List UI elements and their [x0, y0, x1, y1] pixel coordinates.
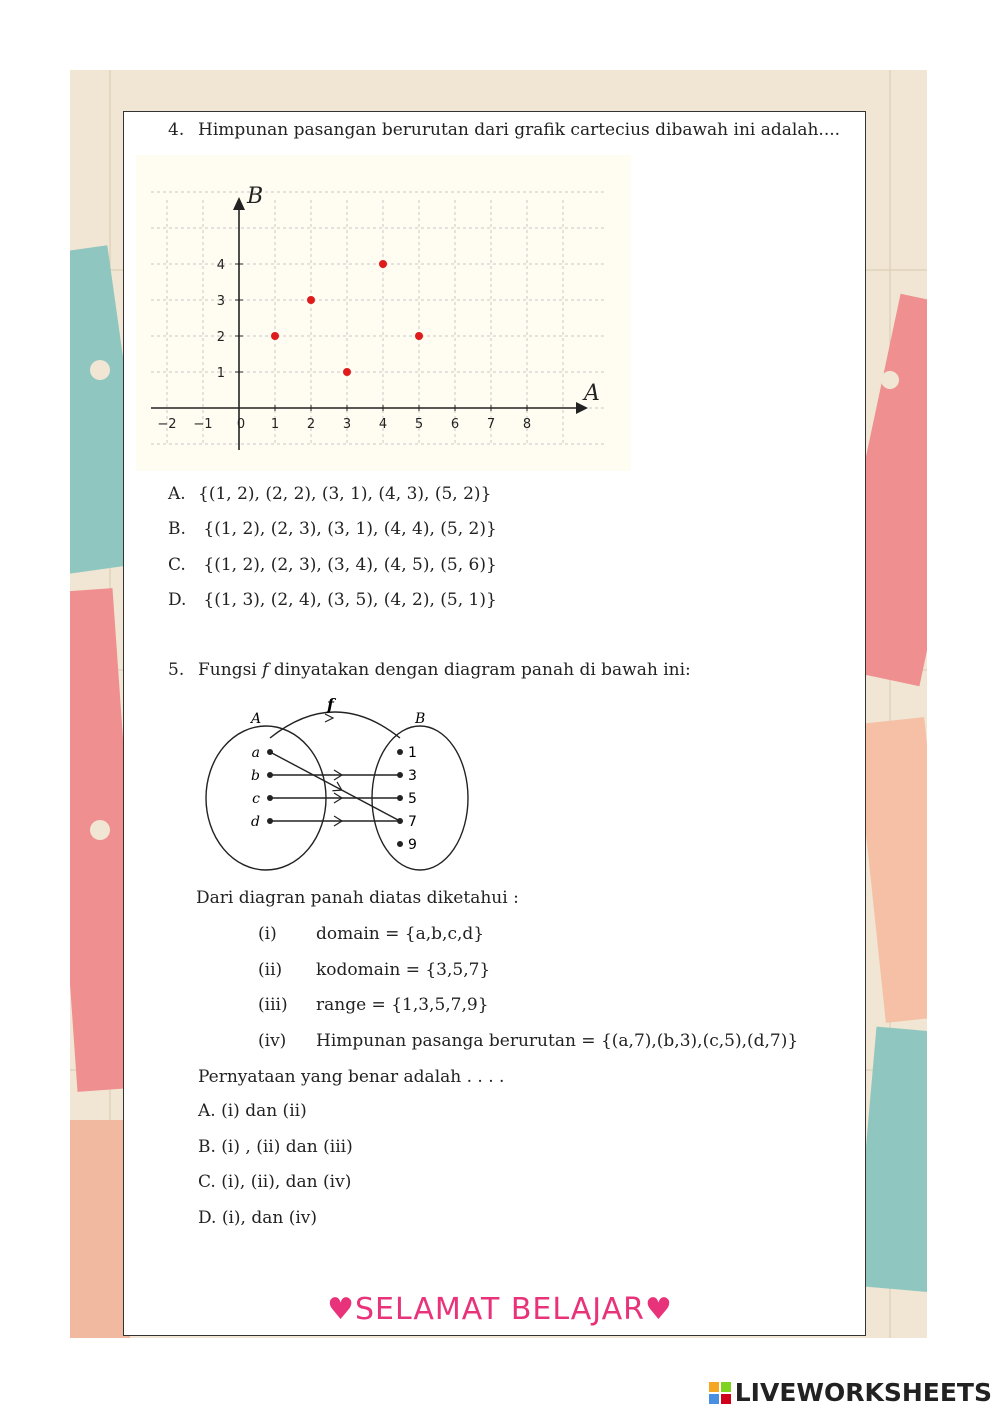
q4-option-a[interactable]: A. {(1, 2), (2, 2), (3, 1), (4, 3), (5, 2)}	[168, 484, 492, 504]
data-point	[415, 332, 423, 340]
x-tick-label: −2	[157, 417, 177, 432]
x-tick-label: 2	[306, 417, 316, 432]
y-tick-label: 3	[216, 294, 225, 309]
domain-elements	[251, 745, 273, 830]
q4-option-b[interactable]: B. {(1, 2), (2, 3), (3, 1), (4, 4), (5, 2)}	[168, 519, 497, 539]
q4-option-d[interactable]: D. {(1, 3), (2, 4), (3, 5), (4, 2), (5, 1)}	[168, 590, 497, 610]
codomain-label: 3	[408, 768, 417, 784]
statement-i: (i) domain = {a,b,c,d}	[258, 924, 485, 944]
x-tick-label: 4	[378, 417, 388, 432]
data-point	[307, 296, 315, 304]
codomain-dot	[397, 795, 403, 801]
data-point	[379, 260, 387, 268]
q5-option-c[interactable]: C. (i), (ii), dan (iv)	[198, 1172, 352, 1192]
domain-dot	[267, 749, 273, 755]
arrow-diagram	[200, 696, 480, 876]
x-tick-label: 3	[342, 417, 352, 432]
diagram-intro: Dari diagran panah diatas diketahui :	[196, 888, 519, 908]
domain-dot	[267, 795, 273, 801]
x-tick-label: 7	[486, 417, 496, 432]
x-tick-label: 8	[522, 417, 532, 432]
codomain-elements	[397, 745, 417, 853]
footer-banner	[0, 1292, 1000, 1327]
set-a-label: A	[251, 711, 262, 727]
question-number: 4.	[168, 120, 185, 140]
y-tick-label: 4	[216, 258, 225, 273]
question-4	[168, 120, 840, 140]
x-tick-label: 0	[236, 417, 246, 432]
codomain-label: 1	[408, 745, 417, 761]
data-point	[271, 332, 279, 340]
q5-option-a[interactable]: A. (i) dan (ii)	[198, 1101, 307, 1121]
codomain-dot	[397, 772, 403, 778]
question-prompt: Pernyataan yang benar adalah . . . .	[198, 1067, 505, 1087]
liveworksheets-logo-icon	[709, 1382, 731, 1404]
statement-iii: (iii) range = {1,3,5,7,9}	[258, 995, 489, 1015]
y-axis-label: B	[247, 184, 264, 209]
heart-icon: ♥	[327, 1292, 355, 1327]
domain-label: c	[252, 791, 260, 807]
codomain-label: 5	[408, 791, 417, 807]
footer-text: SELAMAT BELAJAR	[354, 1292, 645, 1327]
question-5: 5. Fungsi f dinyatakan dengan diagram panah di bawah ini:	[168, 660, 691, 680]
x-tick-label: 5	[414, 417, 424, 432]
heart-icon: ♥	[645, 1292, 673, 1327]
mapping-arrows	[270, 752, 400, 826]
y-tick-label: 1	[216, 366, 225, 381]
codomain-dot	[397, 818, 403, 824]
domain-label: b	[251, 768, 260, 784]
x-tick-label: 1	[270, 417, 280, 432]
x-tick-label: −1	[193, 417, 213, 432]
set-b-label: B	[415, 711, 426, 727]
domain-label: a	[251, 745, 260, 761]
domain-dot	[267, 772, 273, 778]
function-arc	[270, 712, 400, 738]
codomain-label: 7	[408, 814, 417, 830]
y-tick-label: 2	[216, 330, 225, 345]
question-text: Himpunan pasangan berurutan dari grafik cartecius dibawah ini adalah....	[198, 120, 841, 140]
codomain-dot	[397, 749, 403, 755]
data-point	[343, 368, 351, 376]
brand-text: LIVEWORKSHEETS	[734, 1378, 992, 1407]
function-label: f	[327, 696, 334, 714]
q5-option-b[interactable]: B. (i) , (ii) dan (iii)	[198, 1137, 353, 1157]
statement-ii: (ii) kodomain = {3,5,7}	[258, 960, 491, 980]
codomain-dot	[397, 841, 403, 847]
q5-option-d[interactable]: D. (i), dan (iv)	[198, 1208, 318, 1228]
statement-iv: (iv) Himpunan pasanga berurutan = {(a,7),(b,3),(c,5),(d,7)}	[258, 1031, 799, 1051]
mapping-arrow	[270, 752, 400, 821]
domain-label: d	[251, 814, 260, 830]
cartesian-chart	[136, 155, 631, 471]
liveworksheets-brand[interactable]	[709, 1378, 992, 1407]
x-axis-label: A	[584, 381, 600, 406]
q4-option-c[interactable]: C. {(1, 2), (2, 3), (3, 4), (4, 5), (5, 6)}	[168, 555, 497, 575]
domain-dot	[267, 818, 273, 824]
codomain-label: 9	[408, 837, 417, 853]
x-tick-label: 6	[450, 417, 460, 432]
question-number: 5.	[168, 660, 185, 680]
